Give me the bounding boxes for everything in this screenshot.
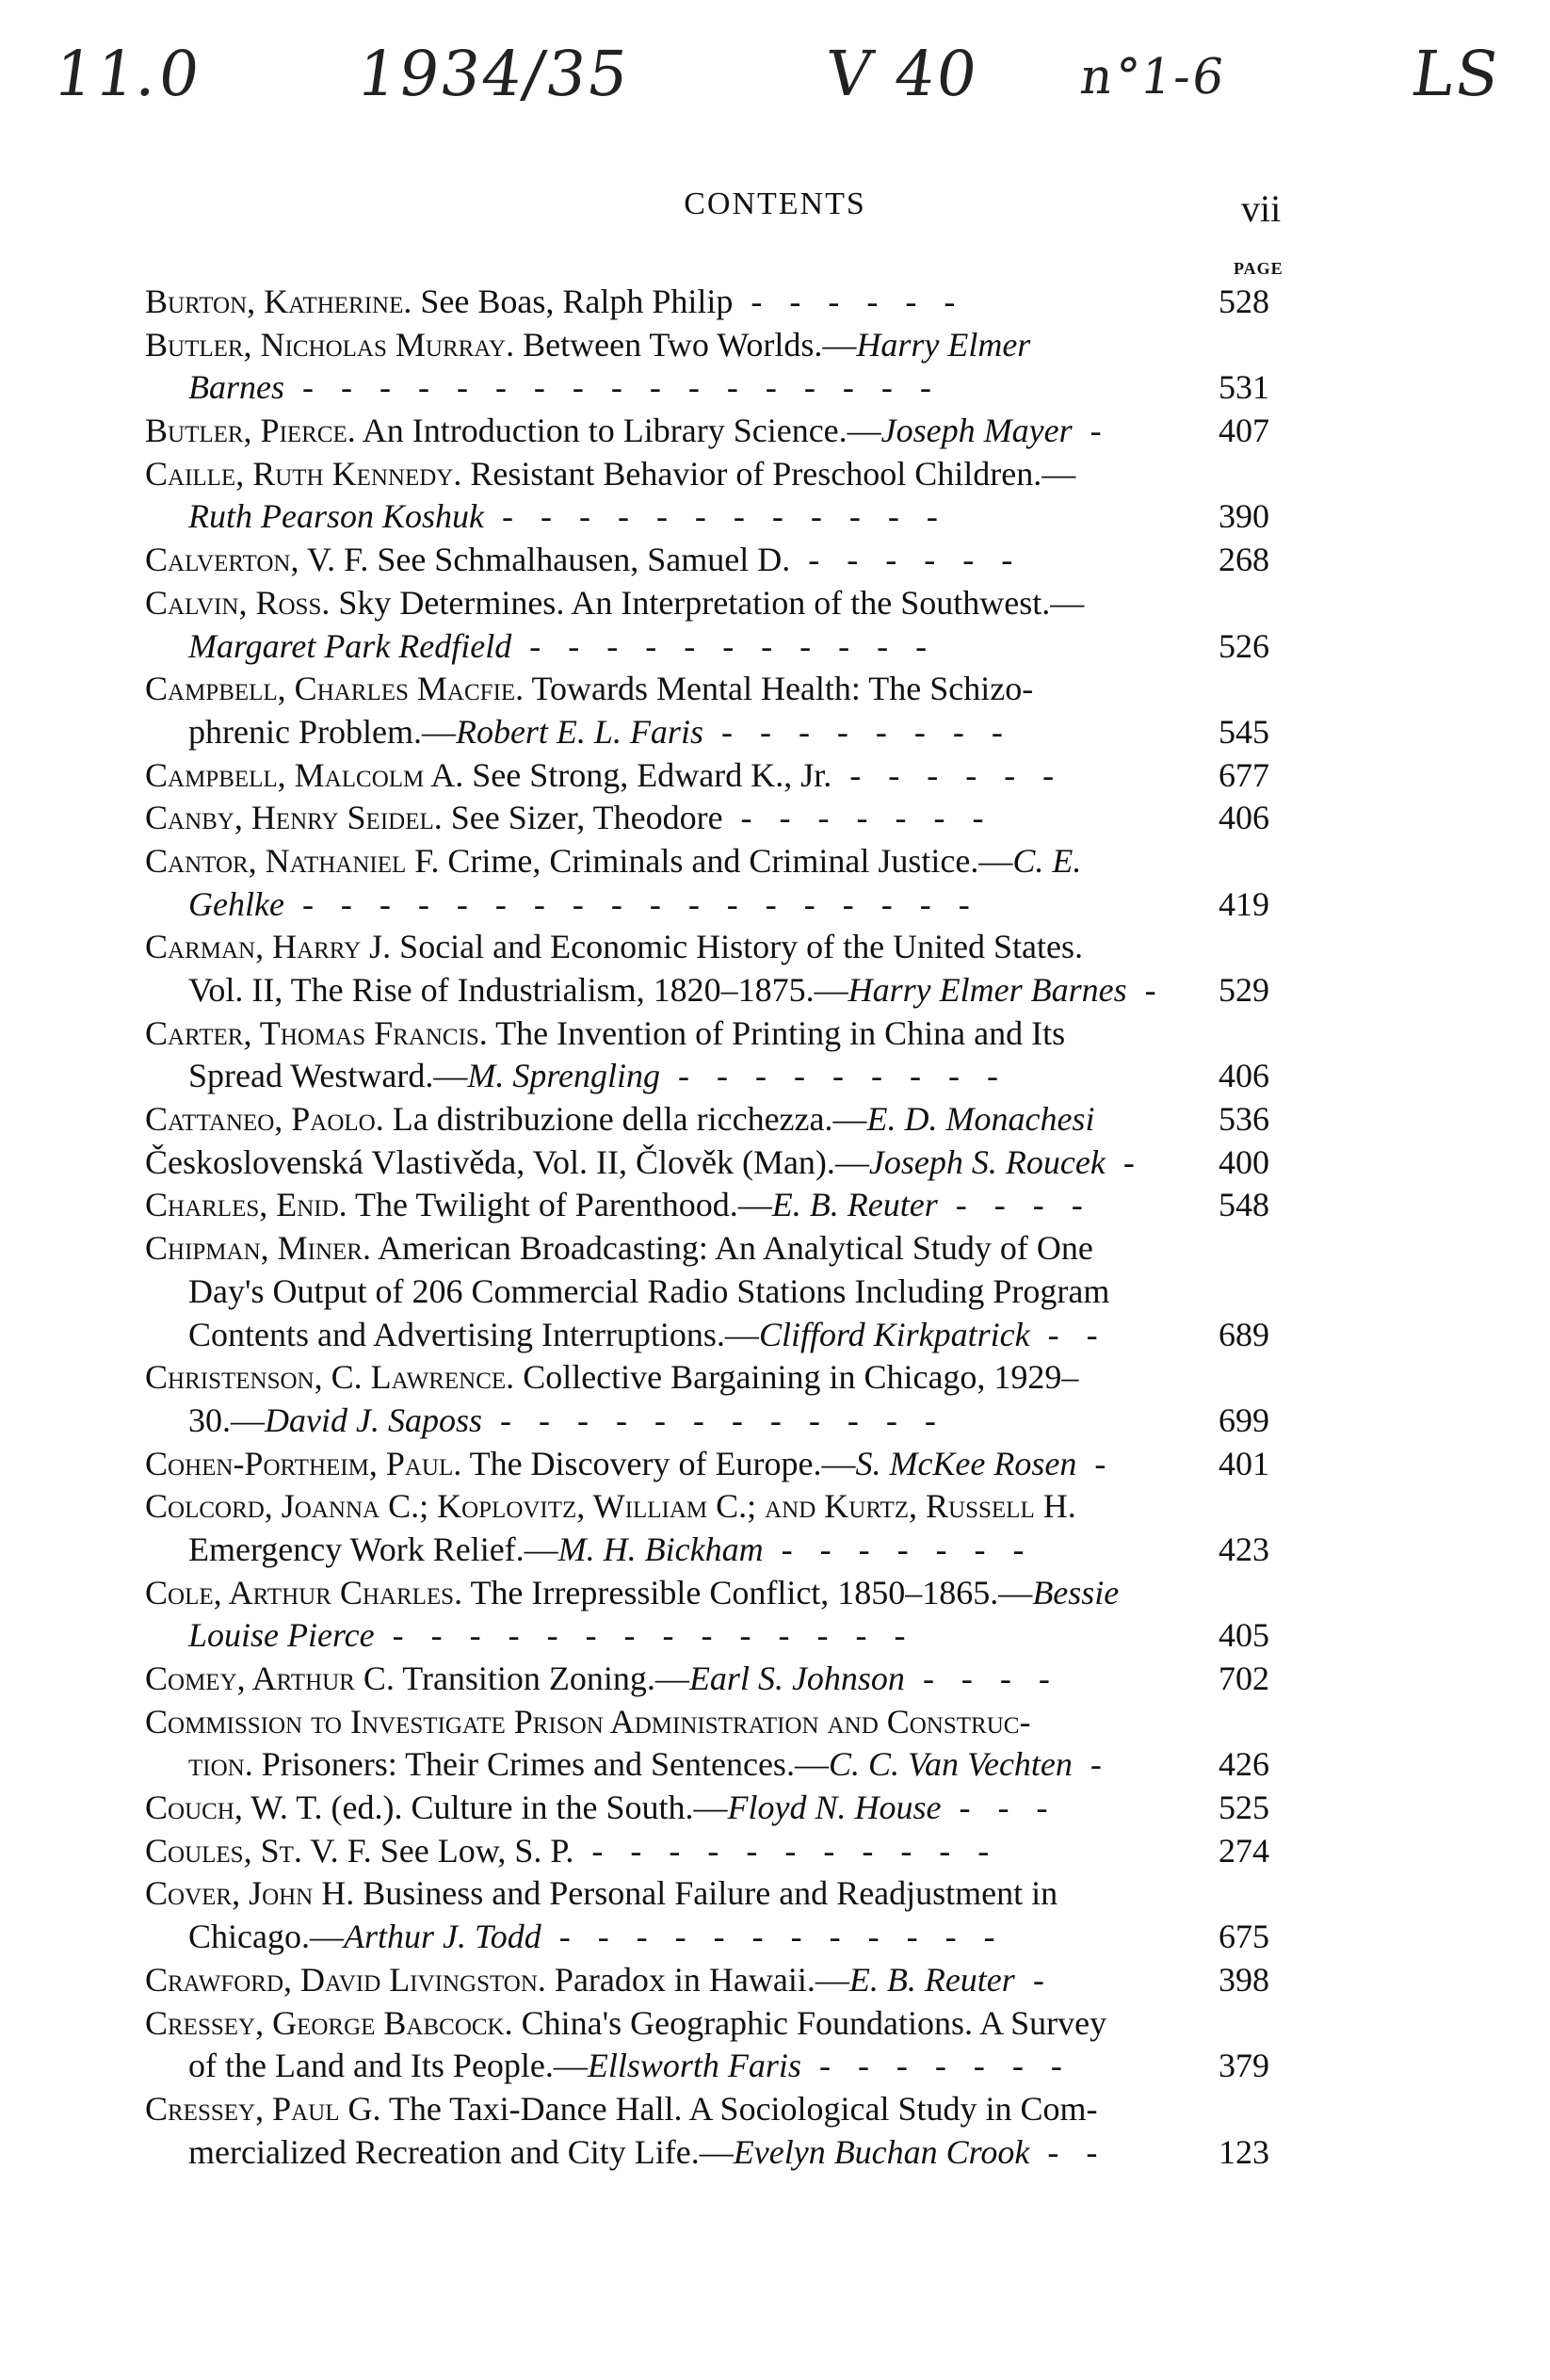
- handwritten-note-4: n°1-6: [1076, 49, 1230, 105]
- entry-author: Comey, Arthur C.: [145, 1660, 395, 1697]
- entry-author: Cole, Arthur Charles.: [145, 1573, 463, 1611]
- entry-reviewer: C. E.: [1012, 841, 1082, 880]
- entry-line: [145, 1701, 1303, 1744]
- entry-title: The Taxi-Dance Hall. A Sociological Study in Com-: [380, 2089, 1098, 2128]
- entry-page-number: 406: [1219, 799, 1269, 837]
- entry-author: Butler, Pierce.: [145, 412, 356, 450]
- entry-title: The Twilight of Parenthood.—: [347, 1186, 772, 1224]
- entry-line: [145, 625, 1303, 669]
- entry-line: [145, 582, 1303, 625]
- contents-entry: [145, 1012, 1303, 1098]
- entry-line: [145, 2131, 1303, 2175]
- entry-page-number: 274: [1219, 1831, 1269, 1870]
- entry-page-number: 419: [1219, 884, 1269, 923]
- entry-line: [145, 1271, 1303, 1314]
- entry-reviewer: Ellsworth Faris: [587, 2047, 801, 2085]
- entry-leader: - - - - - - - - - - -: [511, 626, 937, 665]
- entry-leader: -: [1126, 971, 1166, 1009]
- entry-title: The Irrepressible Conflict, 1850–1865.—: [462, 1573, 1033, 1611]
- entry-leader: - - - -: [937, 1186, 1092, 1224]
- entry-page-number: 405: [1219, 1616, 1269, 1655]
- entry-title: Paradox in Hawaii.—: [545, 1960, 849, 1999]
- entry-page-number: 548: [1219, 1186, 1269, 1224]
- contents-entry: [145, 539, 1303, 582]
- entry-line: [145, 1227, 1303, 1271]
- entry-line: [145, 453, 1303, 496]
- entry-leader: -: [1076, 1444, 1116, 1482]
- entry-title: Crime, Criminals and Criminal Justice.—: [439, 841, 1013, 880]
- contents-entry: [145, 1787, 1303, 1830]
- entry-line: [145, 1959, 1303, 2002]
- entry-title: Sky Determines. An Interpretation of the Southwest.—: [330, 583, 1085, 622]
- contents-entry: [145, 324, 1303, 410]
- contents-entry: [145, 797, 1303, 840]
- entry-page-number: 677: [1219, 755, 1269, 794]
- entry-reviewer: E. B. Reuter: [848, 1960, 1015, 1999]
- entry-leader: - - - - - - - - - - - - - -: [374, 1616, 915, 1655]
- contents-entry: [145, 1356, 1303, 1442]
- entry-reviewer: Robert E. L. Faris: [455, 712, 703, 751]
- entry-line: [145, 1356, 1303, 1400]
- entry-leader: - - - - - - - - -: [660, 1057, 1008, 1095]
- contents-entry: [145, 1141, 1303, 1185]
- contents-entry: [145, 2002, 1303, 2088]
- entry-author: Crawford, David Livingston.: [145, 1960, 546, 1999]
- entry-line: [145, 2088, 1303, 2131]
- entry-line: [145, 926, 1303, 969]
- entry-leader: - - - - - - - - - - - - - - - - - -: [283, 884, 979, 923]
- page-column-label: PAGE: [1234, 259, 1284, 278]
- entry-page-number: 407: [1219, 412, 1269, 450]
- entry-leader: - - - - - - - - - - - -: [481, 1400, 945, 1439]
- entry-leader: - - - - - - - - - - - - - - - - -: [284, 368, 941, 407]
- entry-author: Charles, Enid.: [145, 1186, 347, 1224]
- entry-title: See Strong, Edward K., Jr.: [463, 755, 832, 794]
- entry-page-number: 536: [1219, 1100, 1269, 1139]
- entry-page-number: 406: [1219, 1057, 1269, 1095]
- entry-line: [145, 2045, 1303, 2088]
- entry-title: Contents and Advertising Interruptions.—: [188, 1315, 759, 1353]
- entry-author: Canby, Henry Seidel.: [145, 799, 443, 837]
- contents-entry: [145, 668, 1303, 753]
- entry-line: [145, 1529, 1303, 1572]
- entry-author: Cohen-Portheim, Paul.: [145, 1444, 462, 1482]
- entry-leader: - - - - - - -: [722, 799, 993, 837]
- entry-line: [145, 1055, 1303, 1098]
- entry-author: Cressey, George Babcock.: [145, 2003, 513, 2042]
- entry-reviewer: Barnes: [188, 368, 284, 407]
- entry-page-number: 401: [1219, 1444, 1269, 1482]
- handwritten-note-3: V 40: [821, 38, 984, 110]
- entry-title: The Discovery of Europe.—: [461, 1444, 856, 1482]
- entry-reviewer: Gehlke: [188, 884, 284, 923]
- entry-reviewer: Ruth Pearson Koshuk: [188, 497, 484, 536]
- entry-title: Emergency Work Relief.—: [188, 1530, 558, 1568]
- entry-line: [145, 840, 1303, 883]
- entry-line: [145, 1485, 1303, 1529]
- entry-author: Campbell, Malcolm A.: [145, 755, 464, 794]
- entry-line: [145, 2002, 1303, 2046]
- entry-reviewer: Floyd N. House: [727, 1789, 942, 1827]
- entry-title: Vol. II, The Rise of Industrialism, 1820–1875.—: [188, 971, 848, 1009]
- entry-line: [145, 969, 1303, 1012]
- entry-line: [145, 1572, 1303, 1615]
- contents-entry: [145, 2088, 1303, 2174]
- entry-author: Chipman, Miner.: [145, 1229, 371, 1268]
- contents-entry: [145, 1701, 1303, 1787]
- entry-page-number: 702: [1219, 1660, 1269, 1697]
- entry-line: [145, 1830, 1303, 1873]
- entry-leader: - - - - - - - - - - -: [573, 1831, 999, 1870]
- entry-reviewer: Bessie: [1032, 1573, 1120, 1611]
- entry-reviewer: Clifford Kirkpatrick: [758, 1315, 1030, 1353]
- entry-title: The Invention of Printing in China and Its: [487, 1013, 1066, 1052]
- entry-author: Couch, W. T.: [145, 1789, 323, 1827]
- entry-author: Burton, Katherine.: [145, 283, 412, 320]
- contents-entry: [145, 1872, 1303, 1958]
- entry-page-number: 529: [1219, 971, 1269, 1009]
- entry-line: [145, 1012, 1303, 1056]
- entry-leader: - - - - - - -: [763, 1530, 1034, 1568]
- entry-author: Calverton, V. F.: [145, 541, 369, 579]
- entry-title: Prisoners: Their Crimes and Sentences.—: [252, 1745, 829, 1784]
- entry-author: Colcord, Joanna C.; Koplovitz, William C.; and Kurtz, Russell H.: [145, 1487, 1076, 1526]
- entry-page-number: 390: [1219, 497, 1269, 536]
- contents-entry: [145, 840, 1303, 926]
- entry-reviewer: M. H. Bickham: [557, 1530, 764, 1568]
- entry-leader: - - -: [941, 1789, 1058, 1827]
- contents-entry: [145, 754, 1303, 798]
- entry-leader: - - - - - - - - - - - -: [541, 1918, 1005, 1956]
- entry-line: [145, 1443, 1303, 1486]
- entry-line: [145, 366, 1303, 410]
- contents-entry: [145, 1485, 1303, 1571]
- entry-reviewer: Joseph S. Roucek: [868, 1142, 1106, 1181]
- entry-title: See Schmalhausen, Samuel D.: [368, 541, 791, 579]
- handwritten-note-5: LS: [1407, 38, 1506, 110]
- entry-title: Social and Economic History of the United States.: [391, 928, 1084, 966]
- entry-title: See Boas, Ralph Philip: [412, 283, 734, 320]
- entry-page-number: 123: [1219, 2132, 1269, 2171]
- entry-line: [145, 1916, 1303, 1959]
- entry-leader: - - - -: [904, 1660, 1059, 1697]
- entry-line: [145, 1614, 1303, 1658]
- entry-page-number: 675: [1219, 1918, 1269, 1956]
- entry-leader: - -: [1029, 1315, 1107, 1353]
- entry-page-number: 379: [1219, 2047, 1269, 2085]
- entry-line: [145, 1400, 1303, 1443]
- entry-author: tion.: [188, 1745, 253, 1784]
- entry-page-number: 525: [1219, 1789, 1269, 1827]
- entry-leader: - -: [1029, 2132, 1107, 2171]
- entry-title: See Low, S. P.: [371, 1831, 574, 1870]
- entry-reviewer: Harry Elmer Barnes: [848, 971, 1127, 1009]
- entry-line: [145, 281, 1303, 324]
- entry-leader: - - - - - - - - - - - -: [483, 497, 947, 536]
- contents-entry: [145, 1572, 1303, 1658]
- entry-title: of the Land and Its People.—: [188, 2047, 588, 2085]
- contents-entry: [145, 281, 1303, 324]
- contents-entry: [145, 582, 1303, 668]
- entry-line: [145, 324, 1303, 367]
- contents-entry: [145, 1658, 1303, 1701]
- entry-page-number: 531: [1219, 368, 1269, 407]
- entry-reviewer: Harry Elmer: [856, 325, 1031, 364]
- contents-entry: [145, 1830, 1303, 1873]
- contents-entry: [145, 1098, 1303, 1141]
- contents-entry: [145, 453, 1303, 539]
- entry-reviewer: M. Sprengling: [467, 1057, 661, 1095]
- entry-reviewer: E. B. Reuter: [771, 1186, 938, 1224]
- entry-page-number: 545: [1219, 712, 1269, 751]
- entry-line: [145, 1314, 1303, 1357]
- entry-line: [145, 1184, 1303, 1227]
- entry-author: Cantor, Nathaniel F.: [145, 841, 440, 880]
- entry-line: [145, 1787, 1303, 1830]
- entry-reviewer: Joseph Mayer: [880, 412, 1073, 450]
- entry-page-number: 526: [1219, 626, 1269, 665]
- entry-title: Day's Output of 206 Commercial Radio Stations Including Program: [188, 1271, 1110, 1310]
- page-folio: vii: [1241, 187, 1282, 230]
- entry-title: Collective Bargaining in Chicago, 1929–: [514, 1358, 1079, 1397]
- entry-author: Caille, Ruth Kennedy.: [145, 454, 462, 493]
- handwritten-note-2: 1934/35: [352, 38, 635, 110]
- entry-page-number: 528: [1219, 283, 1269, 320]
- entry-title: An Introduction to Library Science.—: [355, 412, 881, 450]
- entry-title: 30.—: [188, 1400, 265, 1439]
- entry-title: phrenic Problem.—: [188, 712, 456, 751]
- contents-entry: [145, 410, 1303, 453]
- entry-title: American Broadcasting: An Analytical Study of One: [370, 1229, 1093, 1268]
- entry-author: Carman, Harry J.: [145, 928, 392, 966]
- entry-title: Transition Zoning.—: [394, 1660, 689, 1697]
- entry-author: Campbell, Charles Macfie.: [145, 670, 525, 708]
- entry-author: Cattaneo, Paolo.: [145, 1100, 384, 1139]
- entry-line: [145, 711, 1303, 754]
- entry-page-number: 268: [1219, 541, 1269, 579]
- entry-title: Towards Mental Health: The Schizo-: [524, 670, 1034, 708]
- entry-line: [145, 1658, 1303, 1701]
- entry-title: (ed.). Culture in the South.—: [322, 1789, 728, 1827]
- entry-reviewer: Evelyn Buchan Crook: [733, 2132, 1030, 2171]
- entry-author: Butler, Nicholas Murray.: [145, 325, 515, 364]
- entry-page-number: 689: [1219, 1315, 1269, 1353]
- entry-line: [145, 1098, 1303, 1141]
- contents-entry: [145, 926, 1303, 1012]
- entry-leader: - - - - - -: [733, 283, 965, 320]
- entry-leader: - - - - - -: [832, 755, 1064, 794]
- entry-leader: - - - - - -: [790, 541, 1023, 579]
- entry-leader: -: [1014, 1960, 1054, 1999]
- entry-line: [145, 1141, 1303, 1185]
- entry-reviewer: Louise Pierce: [188, 1616, 375, 1655]
- entry-leader: -: [1105, 1142, 1144, 1181]
- entry-reviewer: Earl S. Johnson: [688, 1660, 905, 1697]
- entry-title: Between Two Worlds.—: [514, 325, 857, 364]
- page-title: CONTENTS: [684, 186, 866, 221]
- entry-line: [145, 883, 1303, 927]
- contents-entry: [145, 1443, 1303, 1486]
- entry-reviewer: C. C. Van Vechten: [828, 1745, 1073, 1784]
- entry-page-number: 423: [1219, 1530, 1269, 1568]
- entry-title: Resistant Behavior of Preschool Children.—: [461, 454, 1076, 493]
- entry-page-number: 400: [1219, 1142, 1269, 1181]
- entry-reviewer: David J. Saposs: [265, 1400, 482, 1439]
- entry-page-number: 398: [1219, 1960, 1269, 1999]
- contents-entry: [145, 1227, 1303, 1356]
- entry-leader: -: [1072, 1745, 1111, 1784]
- entry-author: Carter, Thomas Francis.: [145, 1013, 488, 1052]
- contents-entry: [145, 1184, 1303, 1227]
- handwritten-note-1: 11.0: [49, 38, 206, 110]
- entry-line: [145, 668, 1303, 711]
- entry-title: Chicago.—: [188, 1918, 344, 1956]
- contents-entry: [145, 1959, 1303, 2002]
- entry-reviewer: Arthur J. Todd: [343, 1918, 541, 1956]
- entry-reviewer: S. McKee Rosen: [855, 1444, 1077, 1482]
- entry-line: [145, 797, 1303, 840]
- entry-line: [145, 1872, 1303, 1916]
- entry-author: Calvin, Ross.: [145, 583, 331, 622]
- entry-leader: -: [1072, 412, 1111, 450]
- entry-line: [145, 495, 1303, 539]
- entry-line: [145, 754, 1303, 798]
- entry-leader: - - - - - - -: [800, 2047, 1072, 2085]
- entry-author: Christenson, C. Lawrence.: [145, 1358, 515, 1397]
- entry-line: [145, 539, 1303, 582]
- page-header: [0, 186, 1550, 243]
- entry-page-number: 426: [1219, 1745, 1269, 1784]
- entry-title: Československá Vlastivěda, Vol. II, Člověk (Man).—: [145, 1142, 869, 1181]
- entry-title: Business and Personal Failure and Readjustment in: [354, 1874, 1058, 1913]
- entry-title: Spread Westward.—: [188, 1057, 468, 1095]
- entry-leader: - - - - - - - -: [702, 712, 1012, 751]
- entry-line: [145, 1743, 1303, 1787]
- entry-author: Coules, St. V. F.: [145, 1831, 372, 1870]
- entry-title: See Sizer, Theodore: [442, 799, 723, 837]
- entry-line: [145, 410, 1303, 453]
- entry-author: Cover, John H.: [145, 1874, 355, 1913]
- entry-reviewer: Margaret Park Redfield: [188, 626, 512, 665]
- contents-list: [0, 281, 1550, 2174]
- entry-title: China's Geographic Foundations. A Survey: [512, 2003, 1107, 2042]
- entry-page-number: 699: [1219, 1400, 1269, 1439]
- entry-title: La distribuzione della ricchezza.—: [383, 1100, 867, 1139]
- entry-author: Commission to Investigate Prison Administration and Construc-: [145, 1702, 1031, 1740]
- entry-author: Cressey, Paul G.: [145, 2089, 381, 2128]
- entry-title: mercialized Recreation and City Life.—: [188, 2132, 734, 2171]
- entry-reviewer: E. D. Monachesi: [866, 1100, 1095, 1139]
